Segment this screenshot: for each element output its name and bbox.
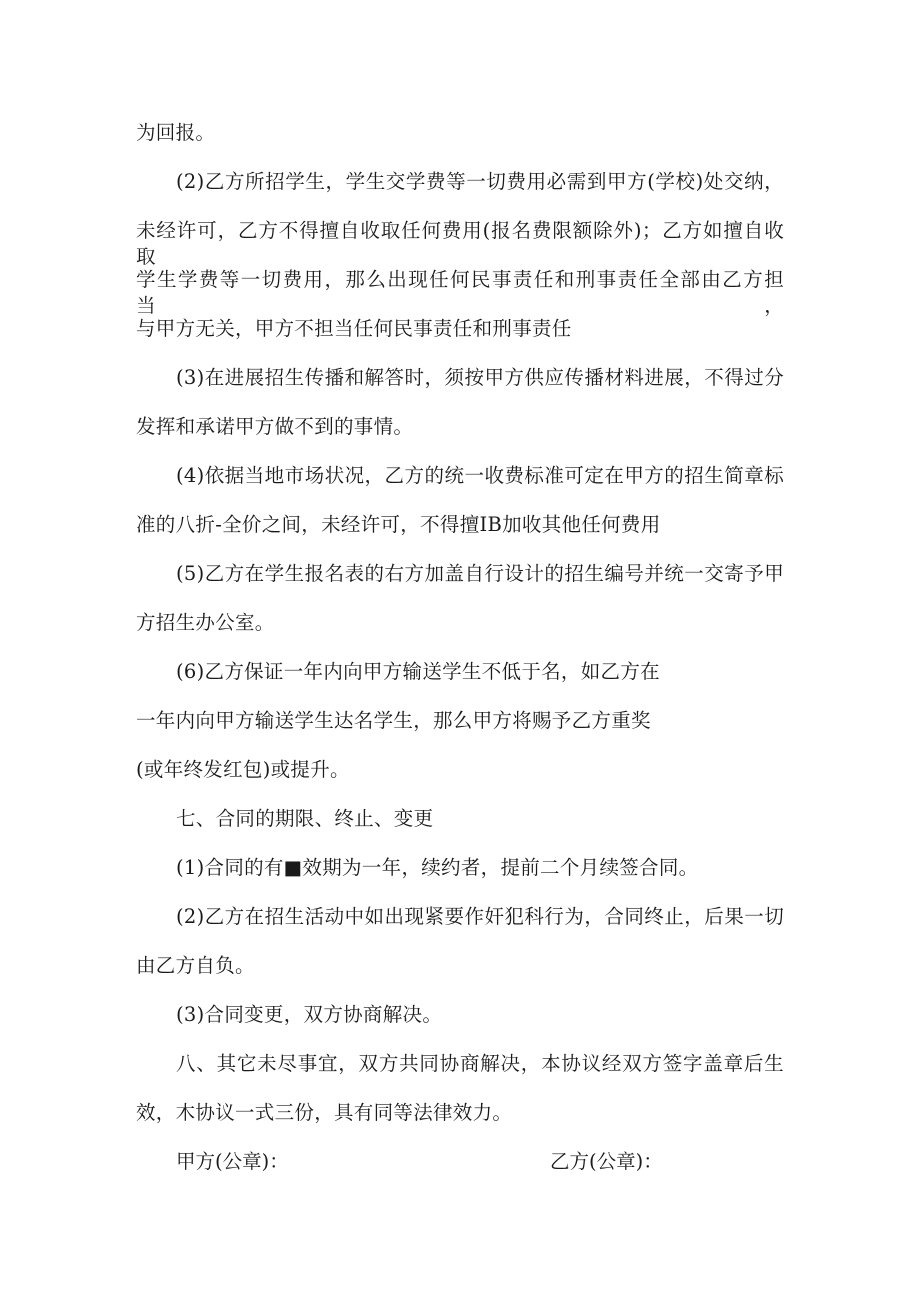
text-line-10: (5)乙方在学生报名表的右方加盖自行设计的招生编号并统一交寄予甲 (176, 562, 784, 585)
text-line-19: (3)合同变更，双方协商解决。 (176, 1003, 443, 1026)
party-a-seal-label: 甲方(公章)： (176, 1150, 289, 1173)
text-line-8: (4)依据当地市场状况，乙方的统一收费标准可定在甲方的招生简章标 (176, 464, 784, 487)
text-line-6: (3)在进展招生传播和解答时，须按甲方供应传播材料进展，不得过分 (176, 366, 784, 389)
text-line-16: (1)合同的有■效期为一年，续约者，提前二个月续签合同。 (176, 856, 699, 879)
text-line-7: 发挥和承诺甲方做不到的事情。 (136, 415, 414, 438)
section-heading-8: 八、其它未尽事宜，双方共同协商解决，本协议经双方签字盖章后生 (176, 1052, 784, 1075)
text-line-1: 为回报。 (136, 121, 216, 144)
text-line-13: 一年内向甲方输送学生达名学生，那么甲方将赐予乙方重奖 (136, 709, 651, 732)
text-line-2: (2)乙方所招学生，学生交学费等一切费用必需到甲方(学校)处交纳， (176, 170, 784, 193)
text-line-14: (或年终发红包)或提升。 (136, 758, 350, 781)
text-line-3: 未经许可，乙方不得擅自收取任何费用(报名费限额除外)；乙方如擅自收取 (136, 219, 784, 268)
text-line-4: 学生学费等一切费用，那么出现任何民事责任和刑事责任全部由乙方担当， (136, 268, 784, 317)
party-b-seal-label: 乙方(公章)： (550, 1150, 663, 1173)
text-line-11: 方招生办公室。 (136, 611, 275, 634)
text-line-9: 准的八折-全价之间，未经许可，不得擅IB加收其他任何费用 (136, 513, 661, 536)
text-line-17: (2)乙方在招生活动中如出现紧要作奸犯科行为，合同终止，后果一切 (176, 905, 784, 928)
section-heading-7: 七、合同的期限、终止、变更 (176, 807, 434, 830)
text-line-12: (6)乙方保证一年内向甲方输送学生不低于名，如乙方在 (176, 660, 660, 683)
text-line-5: 与甲方无关，甲方不担当任何民事责任和刑事责任 (136, 317, 572, 340)
text-line-21: 效，木协议一式三份，具有同等法律效力。 (136, 1101, 513, 1124)
text-line-18: 由乙方自负。 (136, 954, 255, 977)
